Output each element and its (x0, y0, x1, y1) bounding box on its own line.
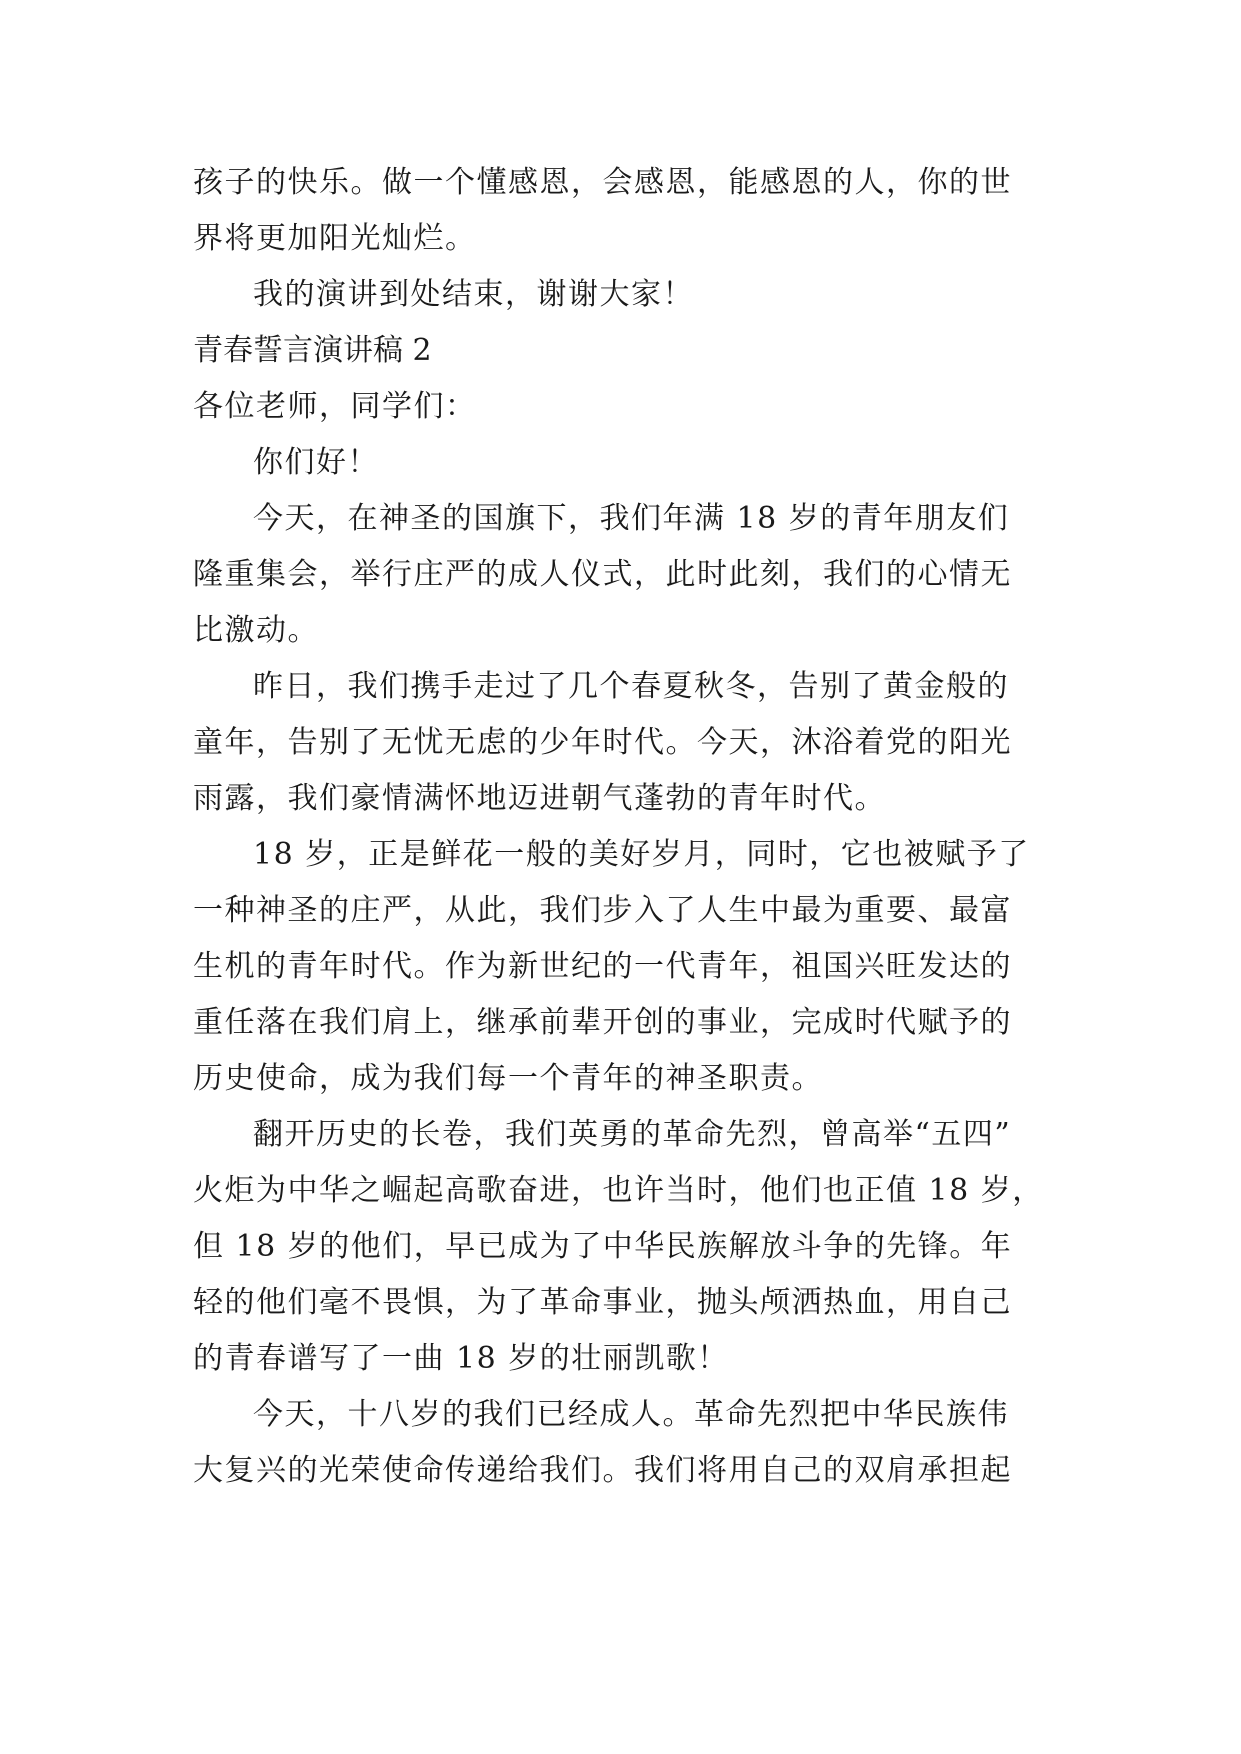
text-line: 比激动。 (193, 613, 319, 648)
text-line: 轻的他们毫不畏惧，为了革命事业，抛头颅洒热血，用自己 (193, 1285, 1012, 1320)
text-line: 隆重集会，举行庄严的成人仪式，此时此刻，我们的心情无 (193, 557, 1012, 592)
text-line: 一种神圣的庄严，从此，我们步入了人生中最为重要、最富 (193, 893, 1012, 928)
greeting: 你们好！ (253, 445, 379, 480)
text-line: 历史使命，成为我们每一个青年的神圣职责。 (193, 1061, 823, 1096)
text-line: 孩子的快乐。做一个懂感恩，会感恩，能感恩的人，你的世 (193, 165, 1012, 200)
text-line: 今天，在神圣的国旗下，我们年满 18 岁的青年朋友们 (253, 501, 1010, 536)
text-line: 火炬为中华之崛起高歌奋进，也许当时，他们也正值 18 岁， (193, 1173, 1044, 1208)
text-line: 18 岁，正是鲜花一般的美好岁月，同时，它也被赋予了 (253, 837, 1030, 872)
text-line: 重任落在我们肩上，继承前辈开创的事业，完成时代赋予的 (193, 1005, 1012, 1040)
text-line: 昨日，我们携手走过了几个春夏秋冬，告别了黄金般的 (253, 669, 1009, 704)
text-line: 的青春谱写了一曲 18 岁的壮丽凯歌！ (193, 1341, 729, 1376)
section-title: 青春誓言演讲稿 2 (193, 333, 432, 368)
text-line: 童年，告别了无忧无虑的少年时代。今天，沐浴着党的阳光 (193, 725, 1012, 760)
text-line: 翻开历史的长卷，我们英勇的革命先烈，曾高举“五四” (253, 1117, 1012, 1152)
closing-line: 我的演讲到处结束，谢谢大家！ (253, 277, 694, 312)
text-line: 雨露，我们豪情满怀地迈进朝气蓬勃的青年时代。 (193, 781, 886, 816)
text-line: 界将更加阳光灿烂。 (193, 221, 477, 256)
text-line: 但 18 岁的他们，早已成为了中华民族解放斗争的先锋。年 (193, 1229, 1013, 1264)
text-line: 生机的青年时代。作为新世纪的一代青年，祖国兴旺发达的 (193, 949, 1012, 984)
salutation: 各位老师，同学们： (193, 389, 477, 424)
text-line: 大复兴的光荣使命传递给我们。我们将用自己的双肩承担起 (193, 1453, 1012, 1488)
document-body (193, 155, 1055, 1499)
text-line: 今天，十八岁的我们已经成人。革命先烈把中华民族伟 (253, 1397, 1009, 1432)
